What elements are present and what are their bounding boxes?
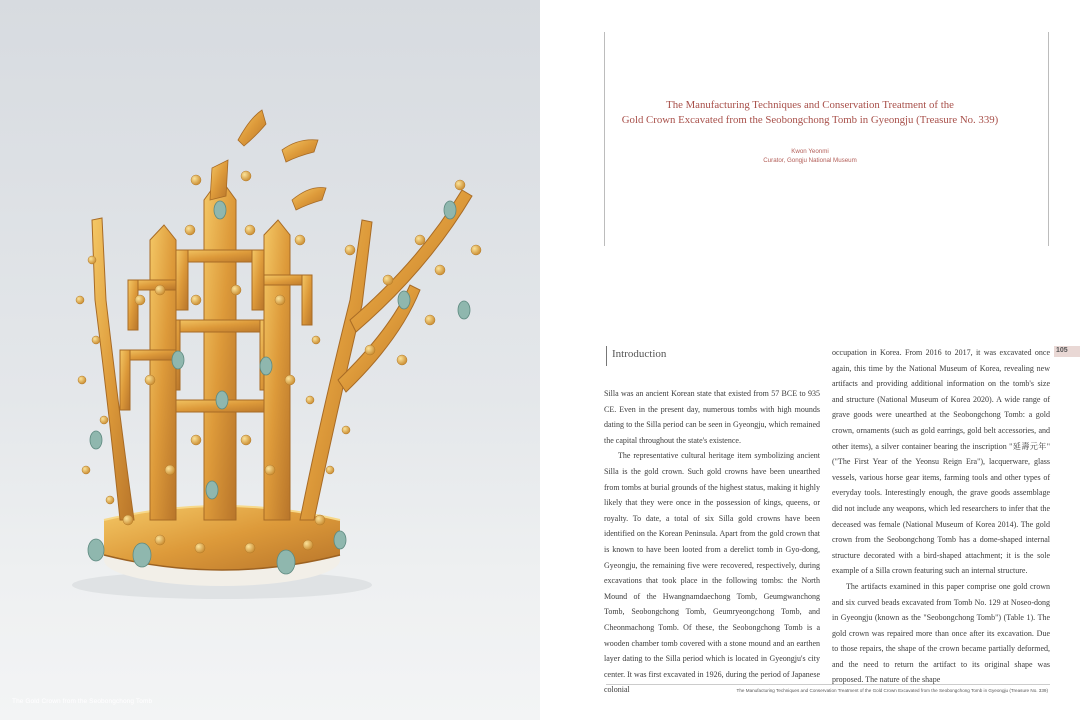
photo-caption: The Gold Crown from the Seobongchong Tomb [12,698,153,705]
title-rule-right [1048,32,1049,246]
author-affiliation: Curator, Gongju National Museum [763,157,857,164]
body-column-right [832,345,1050,688]
body-column-left [604,386,820,698]
author-name: Kwon Yeonmi [791,148,829,155]
author-block [620,147,1000,165]
paragraph: Silla was an ancient Korean state that existed from 57 BCE to 935 CE. Even in the present day, numerous tombs with high mounds dating to the Silla period can be seen in Gyeongju, which remained the capital throughout the state's existence. [604,389,820,445]
article-title [620,98,1000,127]
title-line-1: The Manufacturing Techniques and Conservation Treatment of the [666,99,954,111]
title-block [620,98,1000,165]
page-number: 105 [1056,347,1068,354]
paragraph: The artifacts examined in this paper comprise one gold crown and six curved beads excavated from Tomb No. 129 at Noseo-dong in Gyeongju (known as the "Seobongchong Tomb") (Table 1). The gold crown was repaired more than once after its excavation. Due to those repairs, the shape of the crown became partially deformed, and the need to return the artifact to its original shape was proposed. The nature of the shape [832,581,1050,685]
section-heading: Introduction [606,346,666,366]
paragraph: The representative cultural heritage item symbolizing ancient Silla is the gold crown. Such gold crowns have been unearthed from tombs at burial grounds of the highest status, making it highly likely that they were once in the possession of kings, queens, or royalty. To date, a total of six Silla gold crowns have been identified on the Korean Peninsula. Apart from the gold crown that is known to have been looted from a derelict tomb in Gyo-dong, Gyeongju, the remaining five were recovered, respectively, during excavations that took place in the following tombs: the North Mound of the Hwangnamdaechong Tomb, Geumgwanchong Tomb, Seobongchong Tomb, Geumryeongchong Tomb, and Cheonmachong Tomb. Of these, the Seobongchong Tomb is a wooden chamber tomb covered with a stone mound and an earthen layer dating to the Silla period which is located in Gyeongju's city center. It was first excavated in 1926, during the period of Japanese colonial [604,451,820,695]
footer-rule [606,684,1050,685]
title-rule-left [604,32,605,246]
title-line-2: Gold Crown Excavated from the Seobongchong Tomb in Gyeongju (Treasure No. 339) [621,113,999,126]
paragraph: occupation in Korea. From 2016 to 2017, it was excavated once again, this time by the National Museum of Korea, revealing new artifacts and providing additional information on the tomb's size and structure (National Museum of Korea 2020). A wide range of grave goods were unearthed at the Seobongchong Tomb: a gold crown, ornaments (such as gold earrings, gold belt accessories, and other items), a silver container bearing the inscription "延壽元年" ("The First Year of the Yeonsu Reign Era"), lacquerware, glass vessels, various horse gear items, farming tools and other types of everyday tools. Interestingly enough, the grave goods assemblage did not include any weapons, which led researchers to infer that the deceased was female (National Museum of Korea 2014). The gold crown from the Seobongchong Tomb has a dome-shaped internal structure decorated with a bird-shaped attachment; it is the sole example of a Silla crown featuring such an internal structure. [832,348,1050,576]
running-footer: The Manufacturing Techniques and Conservation Treatment of the Gold Crown Excavated from the Seobongchong Tomb in Gyeongju (Treasure No. 339) [736,688,1048,693]
crown-uprights [92,178,472,520]
article-page [540,0,1080,720]
